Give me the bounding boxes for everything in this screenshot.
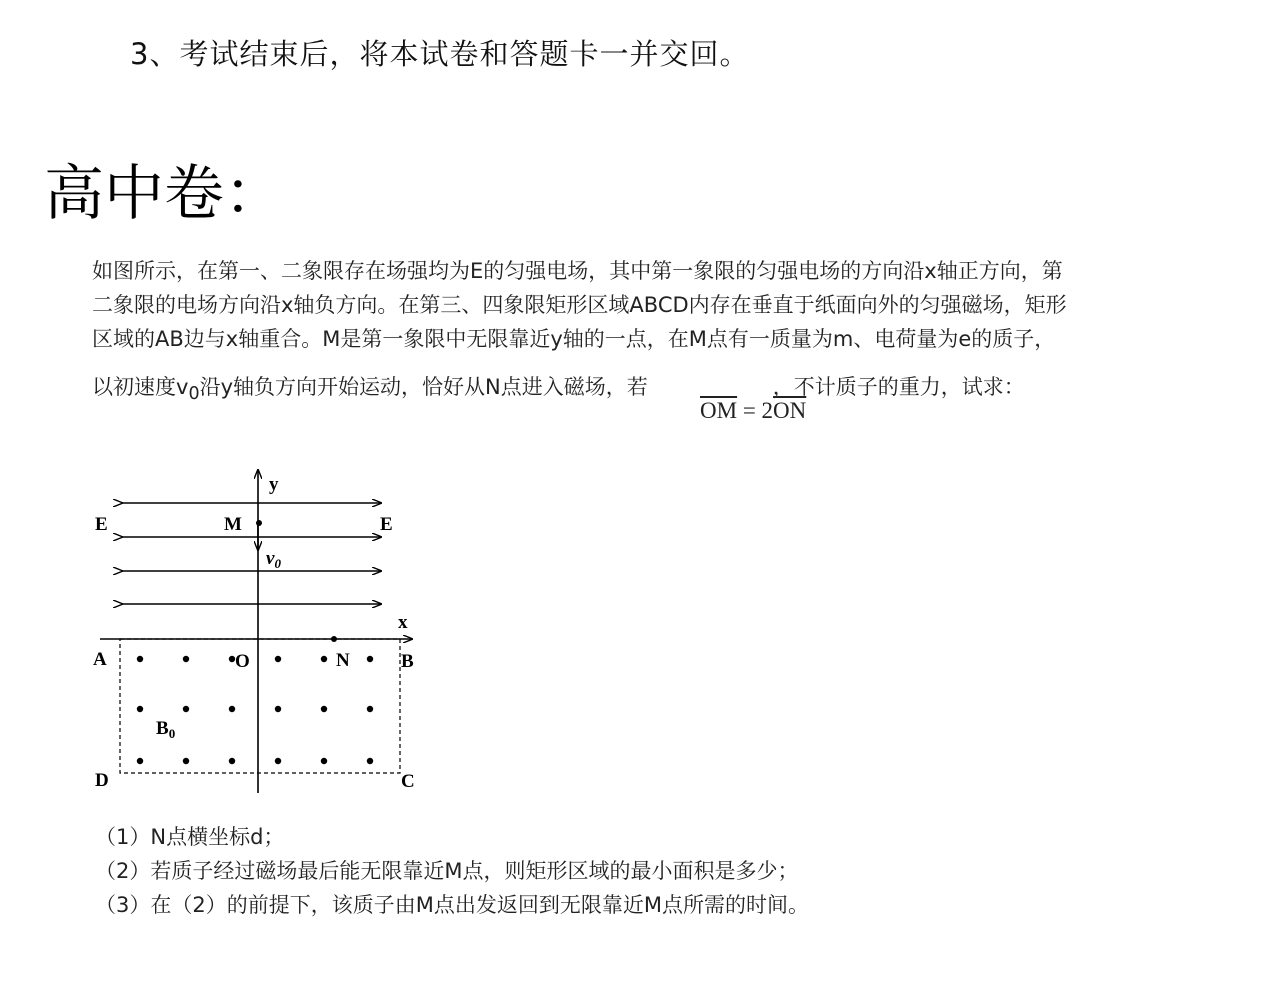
- field-left-label: E: [95, 514, 108, 535]
- problem-statement: [92, 254, 1167, 404]
- point-n-dot: [331, 636, 337, 642]
- field-dot: [321, 706, 327, 712]
- field-dot: [321, 758, 327, 764]
- field-dot: [183, 758, 189, 764]
- section-title: 高中卷：: [44, 159, 284, 229]
- velocity-subscript: 0: [188, 384, 200, 405]
- question-3: （3）在（2）的前提下，该质子由M点出发返回到无限靠近M点所需的时间。: [95, 893, 809, 917]
- field-dot: [229, 706, 235, 712]
- point-n-label: N: [336, 650, 350, 671]
- y-axis-label: y: [269, 474, 279, 495]
- formula-on: $\overline{ON}$: [773, 398, 807, 423]
- field-dot: [367, 706, 373, 712]
- problem-line-4-middle: 沿y轴负方向开始运动，恰好从N点进入磁场，若: [199, 375, 648, 399]
- field-dot: [321, 656, 327, 662]
- field-dot: [137, 656, 143, 662]
- field-dot: [137, 706, 143, 712]
- problem-line-3: 区域的AB边与x轴重合。M是第一象限中无限靠近y轴的一点，在M点有一质量为m、电荷量为e的质子，: [92, 327, 1056, 351]
- origin-label: O: [235, 651, 250, 672]
- problem-line-4: [92, 370, 1167, 404]
- field-right-label: E: [380, 514, 393, 535]
- field-diagram: [85, 460, 445, 805]
- field-dot: [183, 656, 189, 662]
- exam-notice: 3、考试结束后，将本试卷和答题卡一并交回。: [130, 37, 750, 71]
- magnetic-region: [120, 639, 400, 773]
- corner-d-label: D: [95, 770, 109, 791]
- condition-formula: [700, 398, 806, 424]
- problem-line-4-end: ，不计质子的重力，试求：: [772, 375, 1025, 399]
- x-axis-label: x: [398, 612, 408, 633]
- field-dot: [275, 706, 281, 712]
- velocity-label: $v_0$: [266, 548, 281, 571]
- field-dot: [367, 758, 373, 764]
- field-dot: [275, 656, 281, 662]
- corner-b-label: B: [401, 651, 414, 672]
- field-dot: [229, 758, 235, 764]
- problem-line-4-start: 以初速度v: [92, 375, 189, 399]
- formula-om: $\overline{OM}$: [700, 398, 738, 423]
- problem-line-1: 如图所示，在第一、二象限存在场强均为E的匀强电场，其中第一象限的匀强电场的方向沿x轴正方向，第: [92, 259, 1063, 283]
- field-dot: [367, 656, 373, 662]
- corner-a-label: A: [93, 649, 107, 670]
- field-dot: [275, 758, 281, 764]
- corner-c-label: C: [401, 771, 415, 792]
- field-dot: [183, 706, 189, 712]
- question-2: （2）若质子经过磁场最后能无限靠近M点，则矩形区域的最小面积是多少；: [95, 859, 799, 883]
- question-list: [95, 820, 809, 922]
- field-b-label: $B_0$: [156, 718, 176, 741]
- point-m-label: M: [224, 514, 242, 535]
- question-1: （1）N点横坐标d；: [95, 825, 285, 849]
- point-m-dot: [256, 520, 262, 526]
- field-dot: [137, 758, 143, 764]
- formula-equals: = 2: [737, 398, 774, 423]
- problem-line-2: 二象限的电场方向沿x轴负方向。在第三、四象限矩形区域ABCD内存在垂直于纸面向外的匀强磁场，矩形: [92, 293, 1067, 317]
